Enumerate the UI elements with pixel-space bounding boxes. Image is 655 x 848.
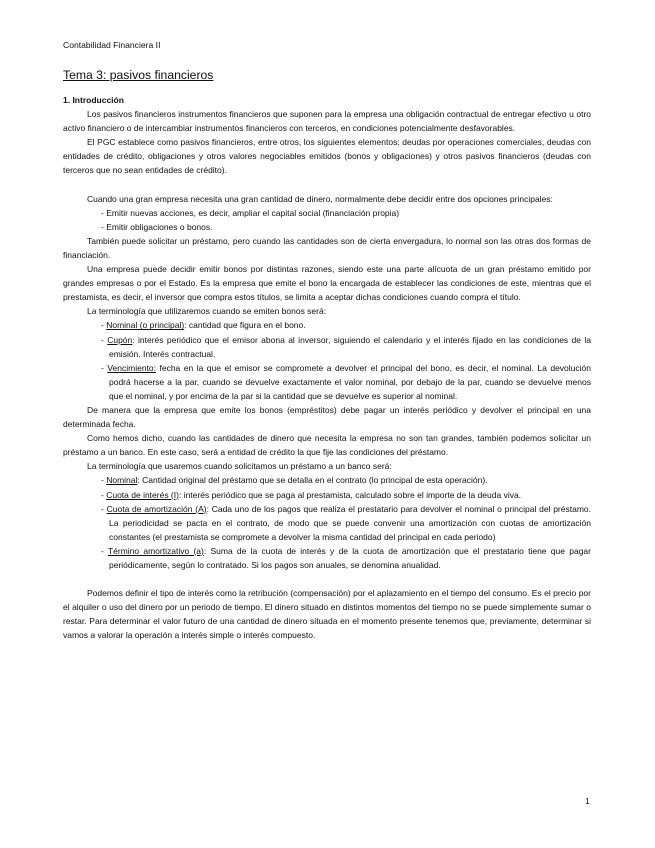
list-item: [63, 502, 591, 544]
list-dash: -: [101, 320, 107, 331]
list-dash: -: [101, 475, 107, 486]
list-item: [63, 544, 591, 572]
term-label: Vencimiento:: [107, 362, 156, 373]
page-title: Tema 3: pasivos financieros: [63, 68, 214, 82]
list-item: [63, 488, 591, 502]
list-item: [63, 361, 591, 403]
list-dash: -: [101, 545, 108, 556]
list-dash: -: [101, 489, 107, 500]
paragraph: El PGC establece como pasivos financieros, entre otros, los siguientes elementos: deudas por operaciones comerciales, deudas con entidades de crédito, obligaciones y otros valores negociables emitidos (bonos y obligaciones) y otros pasivos financieros (deudas con terceros que no sean entidades de crédito).: [63, 137, 591, 176]
term-definition: : cantidad que figura en el bono.: [184, 320, 306, 331]
term-label: Nominal (o principal): [106, 320, 185, 331]
list-item: [63, 473, 591, 487]
term-definition: : Cantidad original del préstamo que se detalla en el contrato (lo principal de esta operación).: [137, 475, 488, 486]
term-label: Cuota de interés (I): [106, 489, 179, 500]
paragraph: Como hemos dicho, cuando las cantidades de dinero que necesita la empresa no son tan grandes, también podemos solicitar un préstamo a un banco. En este caso, será a entidad de crédito la que fije las condiciones del préstamo.: [63, 433, 591, 458]
paragraph: También puede solicitar un préstamo, pero cuando las cantidades son de cierta envergadura, lo normal son las otras dos formas de financiación.: [63, 235, 591, 260]
list-dash: -: [101, 362, 108, 373]
list-item: - Emitir nuevas acciones, es decir, ampliar el capital social (financiación propia): [101, 207, 400, 218]
term-definition: : Suma de la cuota de interés y de la cuota de amortización que el prestatario tiene que pagar periódicamente, según lo contratado. Si los pagos son anuales, se denomina anualidad.: [109, 545, 591, 570]
paragraph: De manera que la empresa que emite los bonos (empréstitos) debe pagar un interés periódico y devolver el principal en una determinada fecha.: [63, 404, 591, 430]
spacer: [63, 572, 591, 586]
paragraph: Podemos definir el tipo de interés como la retribución (compensación) por el aplazamiento en el tiempo del consumo. Es el precio por el alquiler o uso del dinero por un periodo de tiempo. El dinero situado en distintos momentos del tiempo no se puede simplemente sumar o restar. Para determinar el valor futuro de una cantidad de dinero situada en el momento presente tenemos que, previamente, determinar si vamos a valorar la operación a interés simple o interés compuesto.: [63, 588, 591, 641]
paragraph: La terminología que usaremos cuando solicitamos un préstamo a un banco será:: [87, 461, 392, 472]
section-heading: 1. Introducción: [63, 95, 124, 105]
term-label: Cuota de amortización (A): [106, 503, 207, 514]
list-dash: -: [101, 503, 107, 514]
page-number: 1: [585, 796, 590, 806]
term-label: Término amortizativo (a): [107, 545, 204, 556]
paragraph: La terminología que utilizaremos cuando se emiten bonos será:: [87, 306, 327, 317]
term-label: Nominal: [106, 475, 138, 486]
running-header: Contabilidad Financiera II: [63, 40, 161, 50]
term-definition: fecha en la que el emisor se compromete a devolver el principal del bono, es decir, el nominal. La devolución podrá hacerse a la par, cuando se devuelve exactamente el valor nominal, por debajo de la par, cuando se devuelve menos que el nominal, y por encima de la par si la cantidad que se devuelve es superior al nominal.: [109, 362, 591, 401]
paragraph: Cuando una gran empresa necesita una gran cantidad de dinero, normalmente debe decidir entre dos opciones principales:: [87, 193, 553, 204]
list-item: [63, 318, 591, 332]
term-definition: : interés periódico que el emisor abona al inversor, siguiendo el calendario y el interés fijado en las condiciones de la emisión. Interés contractual.: [109, 334, 591, 359]
paragraph: Los pasivos financieros instrumentos financieros que suponen para la empresa una obligación contractual de entregar efectivo u otro activo financiero o de intercambiar instrumentos financieros con terceros, en condiciones potencialmente desfavorables.: [63, 109, 591, 134]
term-label: Cupón: [107, 334, 133, 345]
document-body: [63, 93, 591, 642]
paragraph: Una empresa puede decidir emitir bonos por distintas razones, siendo este una parte alícuota de un gran préstamo emitido por grandes empresas o por el Estado. Es la empresa que emite el bono la encargada de establecer las condiciones de este, mientras que el prestamista, es decir, el inversor que compra estos títulos, se limita a aceptar dichas condiciones cuando compra el título.: [63, 264, 591, 303]
spacer: [63, 178, 591, 192]
term-definition: : Cada uno de los pagos que realiza el prestatario para devolver el nominal o principal del préstamo. La periodicidad se pacta en el contrato, de modo que se puede convenir una amortización con cuotas de amortización constantes (el prestamista se compromete a devolver la misma cantidad del principal en cada periodo): [109, 503, 591, 542]
list-item: [63, 333, 591, 361]
term-definition: : interés periódico que se paga al prestamista, calculado sobre el importe de la deuda viva.: [178, 489, 522, 500]
list-dash: -: [101, 334, 108, 345]
list-item: - Emitir obligaciones o bonos.: [101, 221, 213, 232]
